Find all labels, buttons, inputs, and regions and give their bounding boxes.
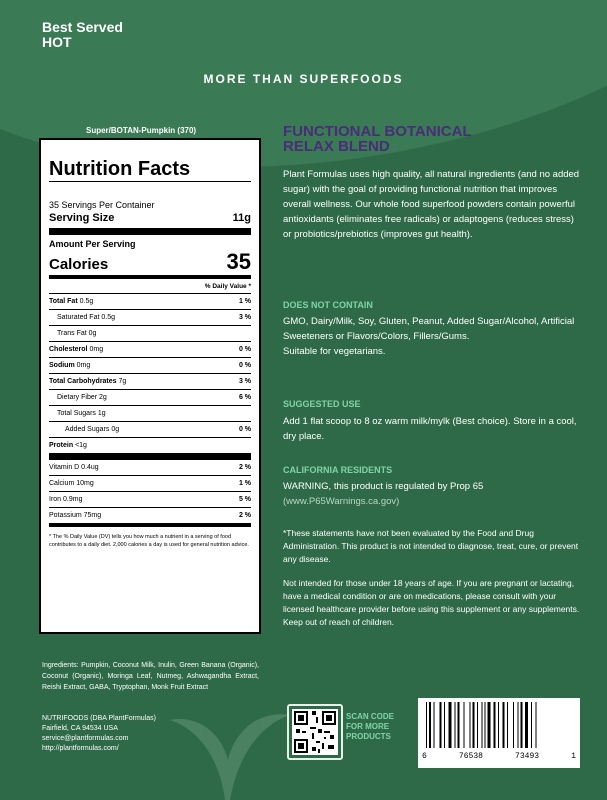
serving-size <box>49 212 251 224</box>
suggested-use-title: SUGGESTED USE <box>283 399 361 409</box>
scan-code-text <box>346 712 394 742</box>
nutrient-name: Total Carbohydrates 7g <box>49 378 127 385</box>
vitamin-row: Iron 0.9mg 5 % <box>49 491 251 507</box>
nutrient-dv: 0 % <box>238 426 251 433</box>
nutrition-title: Nutrition Facts <box>49 158 191 180</box>
tagline: MORE THAN SUPERFOODS <box>203 72 404 86</box>
best-served-label <box>42 20 123 50</box>
nutrient-name: Dietary Fiber 2g <box>57 394 107 401</box>
calories-label: Calories <box>49 256 109 273</box>
scan-line2: FOR MORE <box>346 722 390 731</box>
vegetarian-note: Suitable for vegetarians. <box>283 346 386 357</box>
intro-text: Plant Formulas uses high quality, all natural ingredients (and no added sugar) with the goal of providing functional nutrition that improves overall wellness. Our whole food superfood powders contain powerful antioxidants (eliminates free radicals) or adaptogens (reduces stress) or probiotics/prebiotics (improves gut health). <box>283 169 580 240</box>
does-not-contain-list: GMO, Dairy/Milk, Soy, Gluten, Peanut, Added Sugar/Alcohol, Artificial Sweeteners or Flavors/Colors, Fillers/Gums. <box>283 316 575 342</box>
company-website[interactable]: http://plantformulas.com/ <box>42 745 119 752</box>
barcode-right-digit: 1 <box>571 752 576 761</box>
nutrient-dv: 3 % <box>238 378 251 385</box>
nutrient-row <box>49 373 251 389</box>
nutrient-row <box>49 357 251 373</box>
company-email[interactable]: service@plantformulas.com <box>42 735 129 742</box>
amount-per-serving: Amount Per Serving <box>49 239 136 249</box>
barcode-group1: 76538 <box>458 752 483 761</box>
best-served-line1: Best Served <box>42 19 123 35</box>
nutrient-row <box>49 405 251 421</box>
qr-code-icon[interactable] <box>292 709 338 755</box>
nutrient-row <box>49 437 251 453</box>
vitamin-row: Calcium 10mg 1 % <box>49 475 251 491</box>
nutrient-row <box>49 325 251 341</box>
fda-disclaimer: *These statements have not been evaluated by the Food and Drug Administration. This product is not intended to diagnose, treat, cure, or prevent any disease. <box>283 528 579 564</box>
servings-per-container: 35 Servings Per Container <box>49 200 155 210</box>
daily-value-header: % Daily Value * <box>204 283 251 290</box>
nutrient-rows <box>49 293 251 453</box>
heading-line2: RELAX BLEND <box>283 138 390 155</box>
company-address: Fairfield, CA 94534 USA <box>42 725 118 732</box>
calories-row <box>49 249 251 275</box>
nutrient-dv: 6 % <box>238 394 251 401</box>
company-info <box>42 714 156 754</box>
vitamin-rows <box>49 460 251 523</box>
barcode <box>418 698 580 768</box>
nutrient-dv: 0 % <box>238 362 251 369</box>
nutrient-name: Total Sugars 1g <box>57 410 106 417</box>
nutrient-name: Cholesterol 0mg <box>49 346 104 353</box>
best-served-line2: HOT <box>42 34 72 50</box>
nutrient-name: Total Fat 0.5g <box>49 298 94 305</box>
serving-size-value: 11g <box>232 212 251 224</box>
nutrient-name: Sodium 0mg <box>49 362 91 369</box>
nutrient-name: Protein <1g <box>49 442 87 449</box>
nutrient-dv: 0 % <box>238 346 251 353</box>
nutrient-row <box>49 421 251 437</box>
vitamin-row: Vitamin D 0.4ug 2 % <box>49 464 251 471</box>
does-not-contain-title: DOES NOT CONTAIN <box>283 300 373 310</box>
serving-size-label: Serving Size <box>49 212 115 224</box>
vitamin-row: Potassium 75mg 2 % <box>49 507 251 523</box>
nutrient-row <box>49 341 251 357</box>
nutrient-row <box>49 389 251 405</box>
nutrient-row <box>49 293 251 309</box>
barcode-bars-icon <box>426 702 572 748</box>
leaf-decoration-icon <box>150 690 300 800</box>
scan-line3: PRODUCTS <box>346 732 391 741</box>
product-code: Super/BOTAN-Pumpkin (370) <box>86 126 197 135</box>
prop65-link[interactable]: (www.P65Warnings.ca.gov) <box>283 496 400 507</box>
barcode-group2: 73493 <box>515 752 540 761</box>
nutrient-name: Added Sugars 0g <box>65 426 120 433</box>
company-name: NUTRIFOODS (DBA PlantFormulas) <box>42 715 156 722</box>
scan-line1: SCAN CODE <box>346 712 395 721</box>
product-heading <box>283 124 472 154</box>
suggested-use-body: Add 1 flat scoop to 8 oz warm milk/mylk (Best choice). Store in a cool, dry place. <box>283 416 577 442</box>
barcode-left-digit: 6 <box>422 752 427 761</box>
nutrient-dv: 3 % <box>238 314 251 321</box>
ingredients-text: Ingredients: Pumpkin, Coconut Milk, Inulin, Green Banana (Organic), Coconut (Organic), Moringa Leaf, Nutmeg, Ashwagandha Extract, Reishi Extract, GABA, Tryptophan, Monk Fruit Extract <box>42 662 259 691</box>
nutrient-row <box>49 309 251 325</box>
nutrient-name: Saturated Fat 0.5g <box>57 314 115 321</box>
california-body <box>283 479 583 509</box>
california-title: CALIFORNIA RESIDENTS <box>283 465 393 475</box>
nutrient-dv: 1 % <box>238 298 251 305</box>
usage-warning: Not intended for those under 18 years of age. If you are pregnant or lactating, have a medical condition or are on medications, please consult with your licensed healthcare provider before using this supplement or any supplements. Keep out of reach of children. <box>283 578 580 627</box>
dv-footnote: * The % Daily Value (DV) tells you how much a nutrient in a serving of food contributes to a daily diet. 2,000 calories a day is used for general nutrition advice. <box>49 534 249 548</box>
nutrition-facts-panel <box>39 138 261 634</box>
does-not-contain-body <box>283 314 583 359</box>
nutrient-name: Trans Fat 0g <box>57 330 97 337</box>
prop65-warning: WARNING, this product is regulated by Prop 65 <box>283 481 484 492</box>
barcode-numbers <box>422 752 576 761</box>
heading-line1: FUNCTIONAL BOTANICAL <box>283 123 472 140</box>
calories-value: 35 <box>226 249 251 274</box>
